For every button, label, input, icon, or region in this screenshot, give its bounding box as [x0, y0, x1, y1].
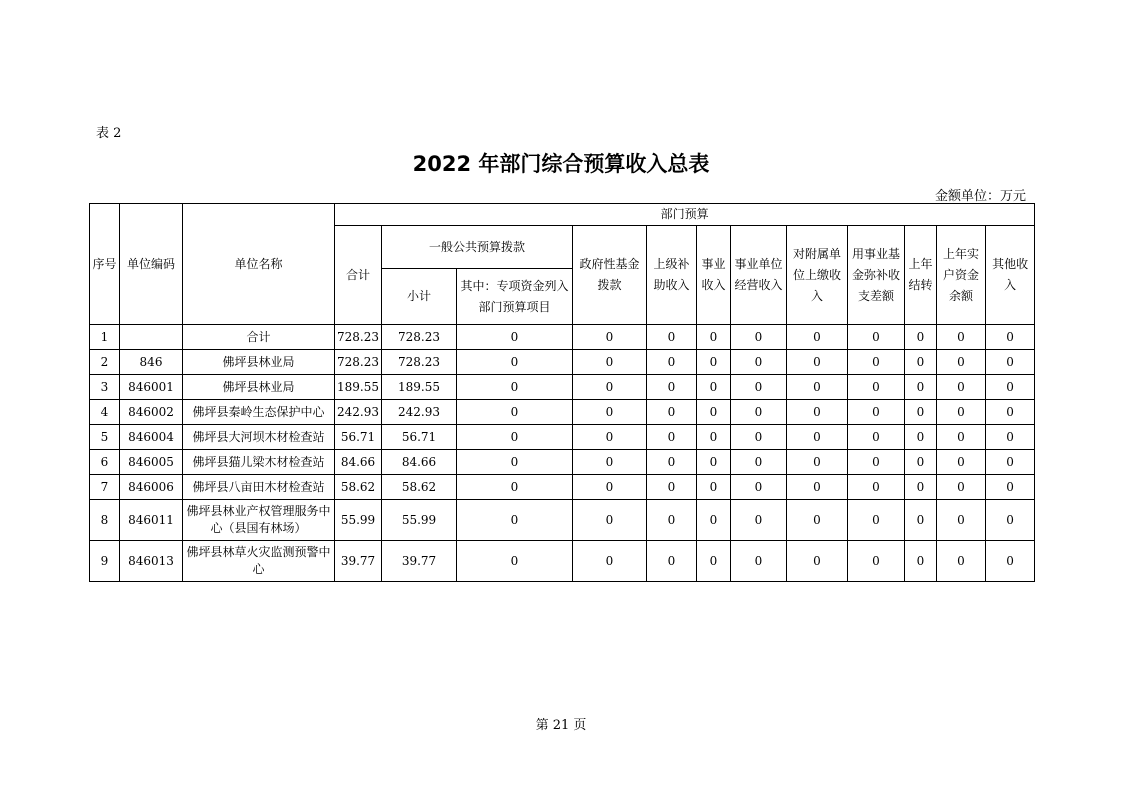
header-general-budget: 一般公共预算拨款	[382, 226, 573, 269]
cell-seq: 3	[90, 375, 120, 400]
cell-code: 846011	[120, 500, 183, 541]
table-row	[90, 400, 1035, 425]
cell-other-income: 0	[986, 425, 1035, 450]
cell-fund-offset: 0	[848, 350, 905, 375]
cell-special: 0	[457, 375, 573, 400]
cell-code: 846001	[120, 375, 183, 400]
cell-upper-subsidy: 0	[647, 375, 697, 400]
cell-operating-income: 0	[731, 425, 787, 450]
cell-gov-fund: 0	[573, 400, 647, 425]
cell-seq: 8	[90, 500, 120, 541]
table-body	[90, 325, 1035, 582]
cell-operating-income: 0	[731, 500, 787, 541]
cell-upper-subsidy: 0	[647, 400, 697, 425]
cell-affiliate-income: 0	[787, 400, 848, 425]
cell-name: 佛坪县林业产权管理服务中心（县国有林场）	[183, 500, 335, 541]
cell-total: 189.55	[335, 375, 382, 400]
cell-upper-subsidy: 0	[647, 425, 697, 450]
cell-operating-income: 0	[731, 375, 787, 400]
cell-subtotal: 84.66	[382, 450, 457, 475]
cell-code: 846006	[120, 475, 183, 500]
cell-last-year-balance: 0	[937, 541, 986, 582]
cell-last-year-balance: 0	[937, 325, 986, 350]
cell-operating-income: 0	[731, 325, 787, 350]
cell-name: 佛坪县秦岭生态保护中心	[183, 400, 335, 425]
header-dept-budget: 部门预算	[335, 204, 1035, 226]
cell-operating-income: 0	[731, 541, 787, 582]
header-business-income: 事业收入	[697, 226, 731, 325]
cell-carryover: 0	[905, 350, 937, 375]
cell-gov-fund: 0	[573, 350, 647, 375]
cell-seq: 5	[90, 425, 120, 450]
cell-total: 58.62	[335, 475, 382, 500]
cell-code: 846005	[120, 450, 183, 475]
cell-seq: 9	[90, 541, 120, 582]
cell-business-income: 0	[697, 425, 731, 450]
header-subtotal: 小计	[382, 269, 457, 325]
cell-subtotal: 728.23	[382, 350, 457, 375]
table-row	[90, 375, 1035, 400]
cell-upper-subsidy: 0	[647, 350, 697, 375]
cell-operating-income: 0	[731, 450, 787, 475]
cell-other-income: 0	[986, 475, 1035, 500]
cell-carryover: 0	[905, 375, 937, 400]
cell-gov-fund: 0	[573, 325, 647, 350]
cell-fund-offset: 0	[848, 425, 905, 450]
cell-last-year-balance: 0	[937, 450, 986, 475]
cell-gov-fund: 0	[573, 500, 647, 541]
cell-seq: 1	[90, 325, 120, 350]
table-row	[90, 425, 1035, 450]
cell-business-income: 0	[697, 541, 731, 582]
cell-name: 佛坪县林业局	[183, 350, 335, 375]
header-unit-code: 单位编码	[120, 204, 183, 325]
header-other-income: 其他收入	[986, 226, 1035, 325]
table-row	[90, 325, 1035, 350]
cell-name: 佛坪县八亩田木材检查站	[183, 475, 335, 500]
cell-last-year-balance: 0	[937, 350, 986, 375]
cell-subtotal: 39.77	[382, 541, 457, 582]
cell-total: 55.99	[335, 500, 382, 541]
cell-last-year-balance: 0	[937, 400, 986, 425]
cell-affiliate-income: 0	[787, 375, 848, 400]
cell-operating-income: 0	[731, 400, 787, 425]
header-fund-offset: 用事业基金弥补收支差额	[848, 226, 905, 325]
header-carryover: 上年结转	[905, 226, 937, 325]
cell-business-income: 0	[697, 400, 731, 425]
cell-total: 39.77	[335, 541, 382, 582]
cell-affiliate-income: 0	[787, 475, 848, 500]
budget-income-table	[89, 203, 1035, 582]
cell-special: 0	[457, 541, 573, 582]
cell-subtotal: 58.62	[382, 475, 457, 500]
cell-affiliate-income: 0	[787, 541, 848, 582]
cell-seq: 2	[90, 350, 120, 375]
cell-carryover: 0	[905, 541, 937, 582]
cell-special: 0	[457, 325, 573, 350]
cell-subtotal: 242.93	[382, 400, 457, 425]
cell-name: 佛坪县大河坝木材检查站	[183, 425, 335, 450]
amount-unit-label: 金额单位：万元	[934, 189, 1026, 204]
cell-upper-subsidy: 0	[647, 450, 697, 475]
cell-code: 846002	[120, 400, 183, 425]
header-seq: 序号	[90, 204, 120, 325]
cell-affiliate-income: 0	[787, 500, 848, 541]
cell-subtotal: 55.99	[382, 500, 457, 541]
cell-last-year-balance: 0	[937, 475, 986, 500]
header-upper-subsidy: 上级补助收入	[647, 226, 697, 325]
cell-carryover: 0	[905, 475, 937, 500]
cell-name: 佛坪县林业局	[183, 375, 335, 400]
cell-subtotal: 728.23	[382, 325, 457, 350]
cell-name: 合计	[183, 325, 335, 350]
cell-business-income: 0	[697, 500, 731, 541]
cell-last-year-balance: 0	[937, 500, 986, 541]
cell-code: 846013	[120, 541, 183, 582]
cell-code: 846004	[120, 425, 183, 450]
cell-gov-fund: 0	[573, 375, 647, 400]
table-row	[90, 500, 1035, 541]
cell-fund-offset: 0	[848, 375, 905, 400]
header-affiliate-income: 对附属单位上缴收入	[787, 226, 848, 325]
cell-special: 0	[457, 500, 573, 541]
cell-gov-fund: 0	[573, 541, 647, 582]
cell-gov-fund: 0	[573, 450, 647, 475]
page-number: 第 21 页	[535, 718, 587, 733]
cell-other-income: 0	[986, 541, 1035, 582]
cell-upper-subsidy: 0	[647, 475, 697, 500]
header-unit-name: 单位名称	[183, 204, 335, 325]
cell-other-income: 0	[986, 450, 1035, 475]
cell-fund-offset: 0	[848, 400, 905, 425]
cell-affiliate-income: 0	[787, 450, 848, 475]
cell-upper-subsidy: 0	[647, 541, 697, 582]
cell-other-income: 0	[986, 400, 1035, 425]
cell-special: 0	[457, 400, 573, 425]
cell-name: 佛坪县林草火灾监测预警中心	[183, 541, 335, 582]
cell-seq: 7	[90, 475, 120, 500]
cell-fund-offset: 0	[848, 500, 905, 541]
cell-carryover: 0	[905, 500, 937, 541]
cell-upper-subsidy: 0	[647, 500, 697, 541]
cell-other-income: 0	[986, 350, 1035, 375]
cell-carryover: 0	[905, 325, 937, 350]
table-number-label: 表 2	[96, 126, 122, 141]
cell-special: 0	[457, 450, 573, 475]
cell-total: 728.23	[335, 325, 382, 350]
cell-other-income: 0	[986, 500, 1035, 541]
table-row	[90, 450, 1035, 475]
table-row	[90, 541, 1035, 582]
cell-affiliate-income: 0	[787, 350, 848, 375]
cell-business-income: 0	[697, 450, 731, 475]
cell-operating-income: 0	[731, 350, 787, 375]
header-special-fund: 其中：专项资金列入部门预算项目	[457, 269, 573, 325]
cell-fund-offset: 0	[848, 541, 905, 582]
cell-carryover: 0	[905, 400, 937, 425]
cell-carryover: 0	[905, 450, 937, 475]
cell-fund-offset: 0	[848, 325, 905, 350]
cell-total: 728.23	[335, 350, 382, 375]
header-last-year-balance: 上年实户资金余额	[937, 226, 986, 325]
cell-operating-income: 0	[731, 475, 787, 500]
cell-seq: 6	[90, 450, 120, 475]
cell-total: 84.66	[335, 450, 382, 475]
cell-other-income: 0	[986, 325, 1035, 350]
cell-business-income: 0	[697, 325, 731, 350]
cell-gov-fund: 0	[573, 475, 647, 500]
header-gov-fund: 政府性基金拨款	[573, 226, 647, 325]
cell-subtotal: 56.71	[382, 425, 457, 450]
page-title: 2022 年部门综合预算收入总表	[412, 152, 710, 176]
cell-special: 0	[457, 475, 573, 500]
cell-subtotal: 189.55	[382, 375, 457, 400]
cell-other-income: 0	[986, 375, 1035, 400]
cell-gov-fund: 0	[573, 425, 647, 450]
cell-business-income: 0	[697, 475, 731, 500]
cell-code: 846	[120, 350, 183, 375]
cell-special: 0	[457, 350, 573, 375]
cell-carryover: 0	[905, 425, 937, 450]
table-row	[90, 350, 1035, 375]
cell-last-year-balance: 0	[937, 375, 986, 400]
cell-total: 56.71	[335, 425, 382, 450]
cell-fund-offset: 0	[848, 450, 905, 475]
cell-affiliate-income: 0	[787, 325, 848, 350]
cell-business-income: 0	[697, 375, 731, 400]
table-header	[90, 204, 1035, 325]
header-operating-income: 事业单位经营收入	[731, 226, 787, 325]
cell-code	[120, 325, 183, 350]
cell-business-income: 0	[697, 350, 731, 375]
header-total: 合计	[335, 226, 382, 325]
cell-special: 0	[457, 425, 573, 450]
cell-affiliate-income: 0	[787, 425, 848, 450]
cell-name: 佛坪县猫儿梁木材检查站	[183, 450, 335, 475]
cell-upper-subsidy: 0	[647, 325, 697, 350]
table-row	[90, 475, 1035, 500]
cell-last-year-balance: 0	[937, 425, 986, 450]
cell-seq: 4	[90, 400, 120, 425]
cell-fund-offset: 0	[848, 475, 905, 500]
cell-total: 242.93	[335, 400, 382, 425]
